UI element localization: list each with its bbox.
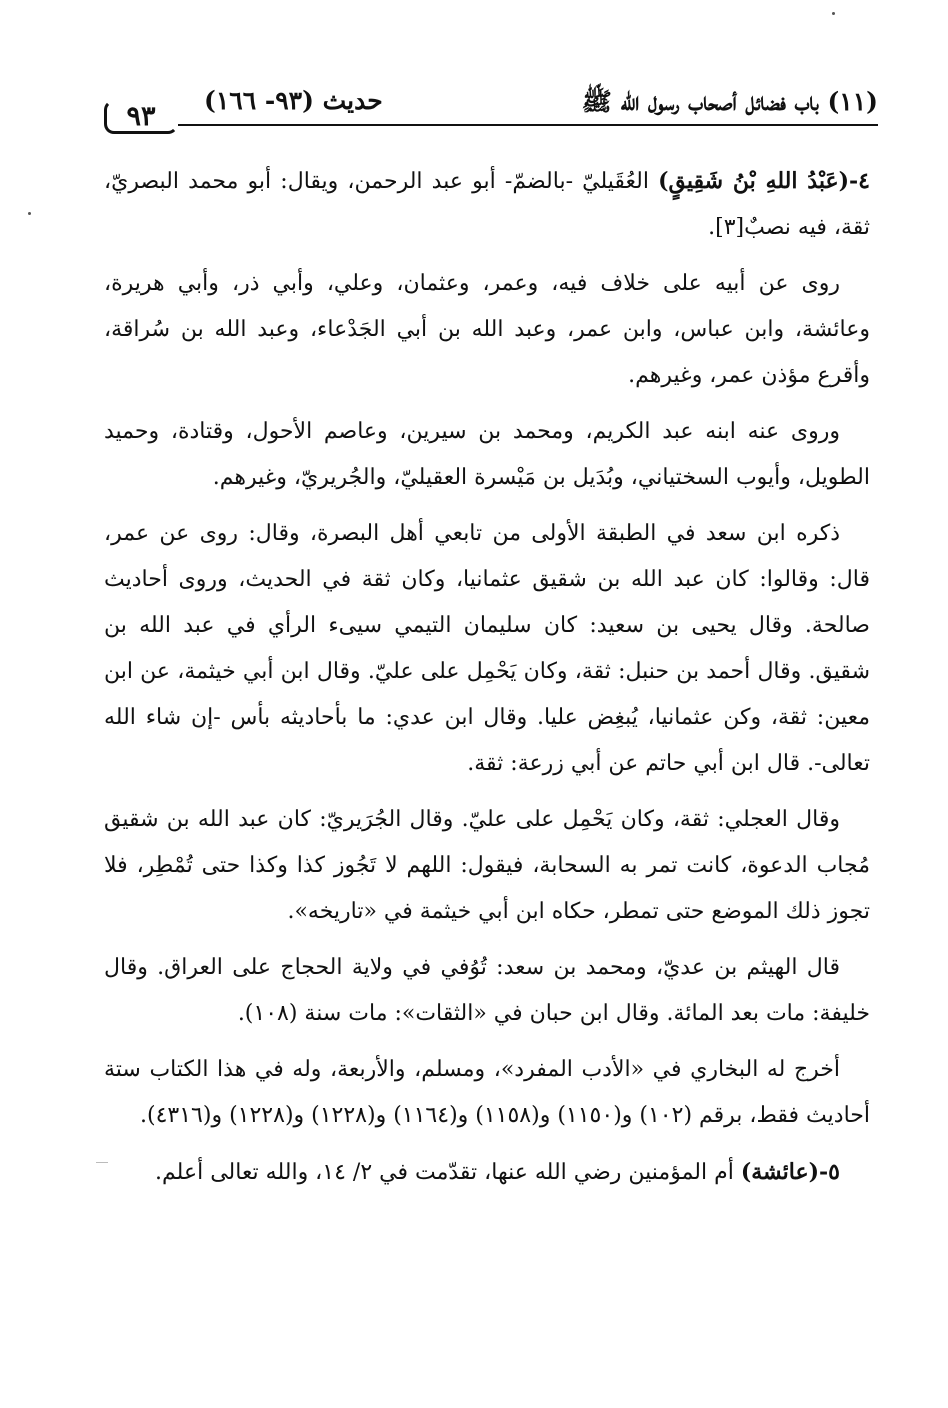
hadith-range: حديث (٩٣- ١٦٦) [204, 86, 383, 115]
chapter-title: (١١) باب فضائل أصحاب رسول الله ﷺ [581, 87, 878, 116]
paragraph-references: أخرج له البخاري في «الأدب المفرد»، ومسلم، والأربعة، وله في هذا الكتاب ستة أحاديث فقط، برقم (١٠٢) و(١١٥٠) و(١١٥٨) و(١١٦٤) و(١٢٢٨) و(١٢٢٨) و(٤٣١٦). [104, 1057, 870, 1128]
page-number: ٩٣ [126, 101, 156, 132]
narrator-name: (عَبْدُ اللهِ بْنُ شَقِيقٍ) [658, 168, 850, 194]
header-rule [178, 124, 878, 126]
entry-number: ٥- [819, 1159, 840, 1185]
page-body [104, 158, 870, 1206]
entry-text: العُقَيليّ -بالضمّ- أبو عبد الرحمن، ويقال: أبو محمد البصريّ، ثقة، فيه نصبٌ[٣]. [104, 169, 870, 240]
entry-text: أم المؤمنين رضي الله عنها، تقدّمت في ٢/ ١٤، والله تعالى أعلم. [155, 1160, 741, 1185]
scan-mark [96, 1162, 108, 1163]
scan-speck [832, 12, 835, 15]
narrator-entry-5 [104, 1149, 870, 1196]
paragraph-ijli: وقال العجلي: ثقة، وكان يَحْمِل على عليّ. وقال الجُرَيريّ: كان عبد الله بن شقيق مُجاب الدعوة، كانت تمر به السحابة، فيقول: اللهم لا تَجُوز كذا وكذا حتى تُمْطِر، فلا تجوز ذلك الموضع حتى تمطر، حكاه ابن أبي خيثمة في «تاريخه». [104, 807, 870, 924]
scan-speck [28, 212, 31, 215]
entry-number: ٤- [849, 168, 870, 194]
paragraph-students: وروى عنه ابنه عبد الكريم، ومحمد بن سيرين، وعاصم الأحول، وقتادة، وحميد الطويل، وأيوب السختياني، وبُدَيل بن مَيْسرة العقيليّ، والجُريريّ، وغيرهم. [104, 419, 870, 490]
paragraph-gradings: ذكره ابن سعد في الطبقة الأولى من تابعي أهل البصرة، وقال: روى عن عمر، قال: وقالوا: كان عبد الله بن شقيق عثمانيا، وكان ثقة في الحديث، وروى أحاديث صالحة. وقال يحيى بن سعيد: كان سليمان التيمي سيىء الرأي في عبد الله بن شقيق. وقال أحمد بن حنبل: ثقة، وكان يَحْمِل على عليّ. وقال ابن أبي خيثمة، عن ابن معين: ثقة، وكن عثمانيا، يُبغِض عليا. وقال ابن عدي: ما بأحاديثه بأس -إن شاء الله تعالى-. قال ابن أبي حاتم عن أبي زرعة: ثقة. [104, 521, 871, 776]
narrator-name: (عائشة) [740, 1159, 820, 1185]
paragraph-death: قال الهيثم بن عديّ، ومحمد بن سعد: تُوُفي في ولاية الحجاج على العراق. وقال خليفة: مات بعد المائة. وقال ابن حبان في «الثقات»: مات سنة (١٠٨). [104, 955, 870, 1026]
page-header [100, 78, 878, 138]
paragraph-teachers: روى عن أبيه على خلاف فيه، وعمر، وعثمان، وعلي، وأبي ذر، وأبي هريرة، وعائشة، وابن عباس، وابن عمر، وعبد الله بن أبي الجَدْعاء، وعبد الله بن سُراقة، وأقرع مؤذن عمر، وغيرهم. [104, 271, 870, 388]
narrator-entry-4 [104, 158, 870, 251]
